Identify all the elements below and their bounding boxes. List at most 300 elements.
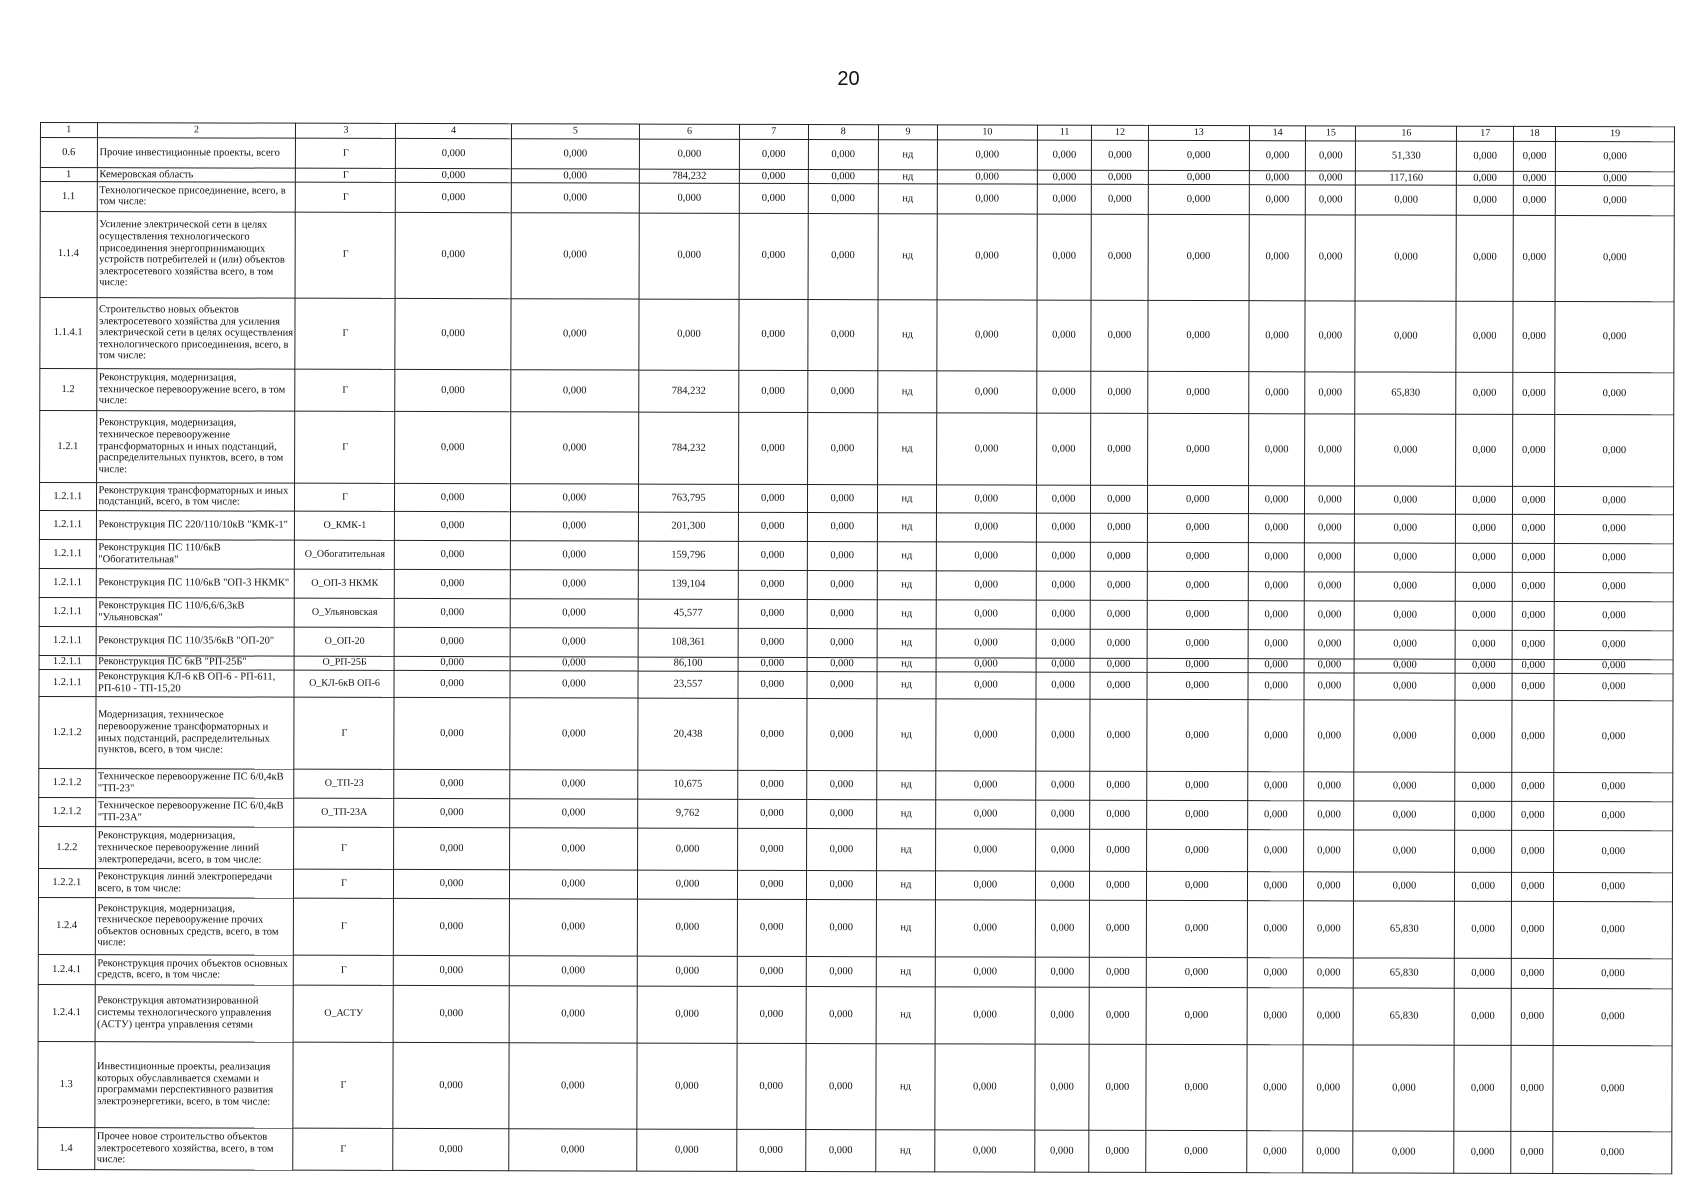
col16-value: 0,000 (1354, 658, 1455, 673)
table-row (40, 297, 1674, 373)
col13-value: 0,000 (1146, 900, 1247, 958)
col5-value: 0,000 (509, 985, 637, 1043)
col16-value: 0,000 (1353, 1131, 1454, 1173)
row-number: 1.2.1.1 (39, 511, 96, 540)
row-code: Г (294, 898, 394, 956)
col14-value: 0,000 (1249, 171, 1306, 185)
col13-value: 0,000 (1146, 987, 1247, 1045)
col4-value: 0,000 (395, 569, 510, 599)
col11-value: 0,000 (1035, 900, 1089, 957)
col7-value: 0,000 (739, 183, 808, 213)
col13-value: 0,000 (1147, 542, 1248, 571)
col10-value: 0,000 (935, 871, 1035, 900)
col6-value: 0,000 (637, 1129, 737, 1171)
col7-value: 0,000 (737, 870, 806, 899)
col9-value: нд (876, 986, 935, 1043)
col17-value: 0,000 (1457, 142, 1514, 172)
col18-value: 0,000 (1513, 414, 1556, 486)
column-number-header: 8 (808, 125, 879, 141)
col6-value: 0,000 (639, 299, 739, 371)
col4-value: 0,000 (394, 955, 509, 985)
col17-value: 0,000 (1457, 185, 1514, 215)
column-number-header: 15 (1306, 126, 1356, 142)
col15-value: 0,000 (1305, 601, 1355, 630)
col10-value: 0,000 (937, 184, 1037, 214)
col11-value: 0,000 (1037, 184, 1091, 214)
col12-value: 0,000 (1091, 485, 1148, 514)
col15-value: 0,000 (1304, 700, 1354, 772)
col14-value: 0,000 (1248, 543, 1305, 572)
row-name: Реконструкция ПС 110/6кВ "Обогатительная" (96, 540, 295, 569)
column-number-header: 16 (1356, 126, 1457, 142)
col9-value: нд (877, 657, 936, 671)
col17-value: 0,000 (1456, 601, 1513, 630)
col14-value: 0,000 (1248, 672, 1305, 700)
col13-value: 0,000 (1147, 658, 1248, 673)
col7-value: 0,000 (738, 699, 807, 771)
col19-value: 0,000 (1554, 772, 1673, 801)
col8-value: 0,000 (807, 371, 878, 413)
column-number-header: 7 (739, 124, 808, 140)
col17-value: 0,000 (1455, 673, 1512, 701)
col19-value: 0,000 (1556, 172, 1675, 186)
row-number: 1.2.4.1 (38, 955, 95, 985)
col9-value: нд (877, 672, 936, 700)
col5-value: 0,000 (508, 1129, 636, 1171)
col19-value: 0,000 (1555, 215, 1674, 301)
col17-value: 0,000 (1456, 572, 1513, 602)
row-code: Г (296, 168, 396, 182)
col9-value: нд (877, 771, 936, 800)
col4-value: 0,000 (395, 627, 510, 656)
col16-value: 0,000 (1354, 630, 1455, 659)
col14-value: 0,000 (1248, 658, 1305, 672)
column-number-header: 5 (511, 124, 639, 140)
col13-value: 0,000 (1147, 514, 1248, 543)
row-number: 1.2.4.1 (38, 984, 95, 1041)
row-number: 1.2 (40, 369, 97, 411)
col7-value: 0,000 (738, 570, 807, 600)
row-number: 1.2.2 (39, 827, 96, 869)
row-name: Прочие инвестиционные проекты, всего (97, 138, 296, 168)
col6-value: 0,000 (637, 1043, 737, 1129)
col4-value: 0,000 (395, 483, 510, 512)
col18-value: 0,000 (1511, 901, 1554, 958)
row-number: 1.2.1.1 (39, 669, 96, 697)
row-number: 1.1.4 (40, 211, 97, 297)
col17-value: 0,000 (1455, 772, 1512, 801)
row-number: 1.1.4.1 (40, 297, 97, 369)
col17-value: 0,000 (1456, 659, 1513, 673)
col17-value: 0,000 (1455, 901, 1512, 958)
col8-value: 0,000 (806, 829, 877, 871)
col13-value: 0,000 (1147, 485, 1248, 514)
col12-value: 0,000 (1089, 987, 1146, 1044)
col7-value: 0,000 (737, 899, 806, 956)
col12-value: 0,000 (1090, 700, 1147, 772)
row-name: Реконструкция, модернизация, техническое перевооружение всего, в том числе: (96, 369, 295, 411)
col4-value: 0,000 (393, 1042, 508, 1128)
col15-value: 0,000 (1304, 872, 1354, 901)
col11-value: 0,000 (1037, 170, 1091, 184)
col10-value: 0,000 (936, 672, 1036, 700)
col6-value: 108,361 (638, 628, 738, 657)
col9-value: нд (877, 570, 936, 600)
col5-value: 0,000 (510, 698, 638, 770)
column-number-header: 4 (396, 123, 511, 139)
row-code: Г (295, 483, 395, 512)
row-code: О_КЛ-6кВ ОП-6 (294, 670, 394, 698)
col9-value: нд (878, 170, 937, 184)
col11-value: 0,000 (1035, 871, 1089, 900)
col18-value: 0,000 (1512, 572, 1554, 602)
col14-value: 0,000 (1248, 414, 1305, 486)
col15-value: 0,000 (1305, 485, 1355, 514)
col16-value: 65,830 (1354, 901, 1455, 959)
col14-value: 0,000 (1249, 214, 1306, 300)
col16-value: 0,000 (1355, 571, 1456, 601)
column-number-header: 10 (937, 125, 1037, 141)
col8-value: 0,000 (807, 600, 878, 629)
col19-value: 0,000 (1555, 515, 1674, 544)
column-number-header: 13 (1148, 125, 1249, 141)
col5-value: 0,000 (511, 183, 639, 213)
col19-value: 0,000 (1553, 988, 1672, 1046)
col10-value: 0,000 (937, 170, 1037, 184)
col18-value: 0,000 (1511, 1045, 1554, 1131)
col4-value: 0,000 (395, 370, 510, 412)
col17-value: 0,000 (1456, 543, 1513, 572)
col17-value: 0,000 (1454, 1131, 1511, 1173)
col10-value: 0,000 (936, 570, 1036, 600)
col12-value: 0,000 (1090, 658, 1147, 672)
table-row (39, 626, 1673, 659)
investment-table (37, 122, 1675, 1174)
col14-value: 0,000 (1247, 830, 1304, 872)
col4-value: 0,000 (394, 798, 509, 828)
col18-value: 0,000 (1513, 301, 1556, 373)
col10-value: 0,000 (936, 484, 1036, 513)
col12-value: 0,000 (1091, 371, 1148, 413)
col11-value: 0,000 (1036, 800, 1090, 830)
col16-value: 0,000 (1355, 215, 1456, 301)
col12-value: 0,000 (1092, 141, 1149, 171)
col17-value: 0,000 (1455, 958, 1512, 988)
col18-value: 0,000 (1511, 1131, 1554, 1173)
col19-value: 0,000 (1553, 1131, 1672, 1173)
col11-value: 0,000 (1036, 629, 1090, 658)
table-row (40, 182, 1674, 216)
col7-value: 0,000 (737, 986, 806, 1043)
col10-value: 0,000 (935, 1044, 1035, 1130)
col7-value: 0,000 (738, 541, 807, 570)
col10-value: 0,000 (935, 987, 1035, 1045)
col12-value: 0,000 (1089, 957, 1146, 987)
col4-value: 0,000 (396, 139, 511, 169)
table-row (39, 827, 1673, 873)
column-number-header: 1 (40, 123, 97, 139)
col10-value: 0,000 (936, 699, 1036, 771)
col11-value: 0,000 (1037, 371, 1091, 413)
col13-value: 0,000 (1147, 629, 1248, 658)
row-number: 1.2.1.1 (39, 539, 96, 568)
col15-value: 0,000 (1305, 514, 1355, 543)
col9-value: нд (877, 871, 936, 900)
column-number-header: 2 (97, 123, 296, 139)
col19-value: 0,000 (1554, 831, 1673, 873)
col8-value: 0,000 (807, 513, 878, 542)
col6-value: 45,577 (638, 599, 738, 628)
col16-value: 117,160 (1356, 171, 1457, 185)
col14-value: 0,000 (1249, 185, 1306, 215)
col14-value: 0,000 (1248, 601, 1305, 630)
col5-value: 0,000 (509, 798, 637, 828)
row-name: Реконструкция линий электропередачи всего, в том числе: (95, 869, 294, 898)
col8-value: 0,000 (806, 699, 877, 771)
col11-value: 0,000 (1036, 672, 1090, 700)
col19-value: 0,000 (1554, 873, 1673, 902)
col14-value: 0,000 (1248, 700, 1305, 772)
table-row (39, 482, 1673, 515)
table-row (38, 1127, 1672, 1173)
col15-value: 0,000 (1305, 571, 1355, 601)
row-number: 1.3 (38, 1042, 95, 1128)
col15-value: 0,000 (1304, 958, 1354, 988)
col14-value: 0,000 (1249, 141, 1306, 171)
col18-value: 0,000 (1513, 171, 1555, 185)
row-code: Г (294, 955, 394, 985)
col4-value: 0,000 (396, 169, 511, 183)
col19-value: 0,000 (1554, 630, 1673, 659)
col14-value: 0,000 (1248, 630, 1305, 659)
row-name: Реконструкция КЛ-6 кВ ОП-6 - РП-611, РП-610 - ТП-15,20 (96, 669, 295, 697)
col6-value: 763,795 (638, 484, 738, 513)
col18-value: 0,000 (1512, 602, 1554, 631)
col4-value: 0,000 (395, 512, 510, 541)
row-code: Г (295, 369, 395, 411)
col15-value: 0,000 (1305, 300, 1355, 372)
col4-value: 0,000 (396, 212, 511, 298)
row-code: Г (293, 1128, 393, 1170)
col18-value: 0,000 (1512, 701, 1555, 773)
col13-value: 0,000 (1146, 830, 1247, 872)
col6-value: 0,000 (639, 183, 739, 213)
col16-value: 65,830 (1354, 958, 1455, 988)
col10-value: 0,000 (936, 413, 1036, 485)
col13-value: 0,000 (1146, 1130, 1247, 1172)
col10-value: 0,000 (935, 829, 1035, 871)
col16-value: 0,000 (1355, 601, 1456, 630)
row-name: Реконструкция ПС 220/110/10кВ "КМК-1" (96, 511, 295, 540)
col5-value: 0,000 (510, 671, 638, 699)
row-code: Г (295, 411, 395, 483)
row-name: Реконструкция прочих объектов основных средств, всего, в том числе: (95, 955, 294, 985)
col9-value: нд (878, 299, 937, 371)
col4-value: 0,000 (395, 411, 510, 483)
col17-value: 0,000 (1454, 1045, 1511, 1131)
col18-value: 0,000 (1511, 988, 1554, 1045)
col7-value: 0,000 (739, 140, 808, 170)
col16-value: 65,830 (1353, 988, 1454, 1046)
col7-value: 0,000 (738, 671, 807, 699)
col6-value: 23,557 (638, 671, 738, 699)
col17-value: 0,000 (1455, 872, 1512, 901)
col11-value: 0,000 (1037, 214, 1092, 300)
row-code: Г (296, 212, 396, 298)
col4-value: 0,000 (394, 670, 509, 698)
col12-value: 0,000 (1090, 871, 1147, 900)
col14-value: 0,000 (1249, 300, 1306, 372)
col16-value: 0,000 (1354, 872, 1455, 901)
col16-value: 0,000 (1354, 673, 1455, 701)
col8-value: 0,000 (808, 140, 879, 170)
column-number-header: 3 (296, 123, 396, 139)
col15-value: 0,000 (1305, 372, 1355, 414)
table-row (38, 1042, 1672, 1132)
col8-value: 0,000 (808, 184, 879, 214)
row-name: Реконструкция ПС 6кВ "РП-25Б" (96, 655, 295, 670)
col5-value: 0,000 (510, 370, 638, 412)
row-code: О_ТП-23А (294, 798, 394, 828)
row-name: Техническое перевооружение ПС 6/0,4кВ "ТП-23А" (95, 797, 294, 827)
col15-value: 0,000 (1306, 141, 1356, 171)
col15-value: 0,000 (1304, 673, 1354, 701)
col13-value: 0,000 (1146, 957, 1247, 987)
table-row (39, 697, 1673, 773)
col4-value: 0,000 (395, 656, 510, 671)
col18-value: 0,000 (1512, 831, 1555, 873)
col12-value: 0,000 (1091, 514, 1148, 543)
col7-value: 0,000 (738, 770, 807, 799)
col6-value: 784,232 (639, 169, 739, 183)
col12-value: 0,000 (1092, 170, 1149, 184)
col12-value: 0,000 (1090, 900, 1147, 957)
col15-value: 0,000 (1304, 800, 1354, 830)
table-row (40, 138, 1674, 172)
col9-value: нд (877, 629, 936, 658)
col15-value: 0,000 (1306, 171, 1356, 185)
row-name: Реконструкция, модернизация, техническое перевооружение прочих объектов основных средств, всего, в том числе: (95, 897, 294, 955)
col16-value: 0,000 (1354, 830, 1455, 872)
col5-value: 0,000 (510, 599, 638, 628)
col5-value: 0,000 (509, 770, 637, 799)
col10-value: 0,000 (936, 600, 1036, 629)
col14-value: 0,000 (1248, 485, 1305, 514)
col4-value: 0,000 (394, 898, 509, 956)
row-code: О_РП-25Б (295, 656, 395, 671)
row-name: Реконструкция автоматизированной системы технологического управления (АСТУ) центра управления сетями (95, 984, 294, 1042)
row-code: О_Обогатительная (295, 540, 395, 569)
col12-value: 0,000 (1089, 1044, 1146, 1130)
col15-value: 0,000 (1305, 543, 1355, 572)
col19-value: 0,000 (1554, 701, 1673, 773)
col11-value: 0,000 (1036, 542, 1090, 571)
row-code: Г (296, 182, 396, 212)
column-number-header: 6 (639, 124, 739, 140)
col17-value: 0,000 (1455, 801, 1512, 831)
col16-value: 0,000 (1355, 543, 1456, 572)
col8-value: 0,000 (807, 484, 878, 513)
col19-value: 0,000 (1554, 958, 1673, 988)
col19-value: 0,000 (1555, 301, 1674, 373)
col9-value: нд (877, 699, 936, 771)
col12-value: 0,000 (1090, 830, 1147, 872)
col17-value: 0,000 (1456, 301, 1513, 373)
col8-value: 0,000 (808, 170, 879, 184)
col12-value: 0,000 (1089, 1130, 1146, 1172)
col18-value: 0,000 (1512, 673, 1554, 701)
col19-value: 0,000 (1555, 602, 1674, 631)
col14-value: 0,000 (1247, 1131, 1304, 1173)
col9-value: нд (877, 600, 936, 629)
col19-value: 0,000 (1555, 373, 1674, 415)
col8-value: 0,000 (808, 213, 879, 299)
col17-value: 0,000 (1455, 701, 1512, 773)
row-code: Г (294, 827, 394, 869)
col9-value: нд (876, 899, 935, 956)
col13-value: 0,000 (1147, 601, 1248, 630)
row-number: 1.4 (38, 1127, 95, 1169)
col13-value: 0,000 (1146, 1044, 1247, 1130)
col8-value: 0,000 (807, 570, 878, 600)
col5-value: 0,000 (511, 212, 640, 298)
col10-value: 0,000 (936, 771, 1036, 800)
col11-value: 0,000 (1035, 957, 1089, 987)
row-number: 1.2.1.2 (39, 797, 96, 827)
col10-value: 0,000 (937, 371, 1037, 413)
col16-value: 0,000 (1355, 414, 1456, 486)
col5-value: 0,000 (511, 139, 639, 169)
col17-value: 0,000 (1456, 514, 1513, 543)
column-number-header: 14 (1249, 126, 1306, 142)
col6-value: 0,000 (637, 956, 737, 986)
col9-value: нд (878, 413, 937, 485)
col18-value: 0,000 (1512, 486, 1554, 515)
col13-value: 0,000 (1146, 872, 1247, 901)
col8-value: 0,000 (807, 541, 878, 570)
col15-value: 0,000 (1303, 1131, 1353, 1173)
col13-value: 0,000 (1147, 700, 1248, 772)
col7-value: 0,000 (738, 628, 807, 657)
col12-value: 0,000 (1090, 601, 1147, 630)
col16-value: 0,000 (1355, 486, 1456, 515)
row-number: 1.1 (40, 182, 97, 212)
row-number: 1.2.1.2 (39, 697, 96, 769)
col19-value: 0,000 (1555, 572, 1674, 602)
col8-value: 0,000 (806, 671, 877, 699)
col4-value: 0,000 (394, 828, 509, 870)
row-name: Усиление электрической сети в целях осуществления технологического присоединения энергопринимающих устройств потребителей и (или) объектов электросетевого хозяйства всего, в том числе: (97, 211, 296, 297)
col11-value: 0,000 (1037, 141, 1091, 171)
col17-value: 0,000 (1456, 414, 1513, 486)
col7-value: 0,000 (739, 299, 808, 371)
col12-value: 0,000 (1090, 672, 1147, 700)
table-row (38, 984, 1672, 1046)
col7-value: 0,000 (737, 1043, 806, 1129)
row-code: О_КМК-1 (295, 511, 395, 540)
col16-value: 0,000 (1355, 514, 1456, 543)
col8-value: 0,000 (806, 770, 877, 799)
col13-value: 0,000 (1147, 672, 1248, 700)
table-row (40, 411, 1674, 487)
table-row (39, 669, 1673, 701)
col15-value: 0,000 (1304, 630, 1354, 659)
col19-value: 0,000 (1555, 486, 1674, 515)
row-name: Кемеровская область (97, 168, 296, 182)
col4-value: 0,000 (393, 1128, 508, 1170)
col17-value: 0,000 (1456, 372, 1513, 414)
row-number: 1.2.4 (38, 897, 95, 954)
